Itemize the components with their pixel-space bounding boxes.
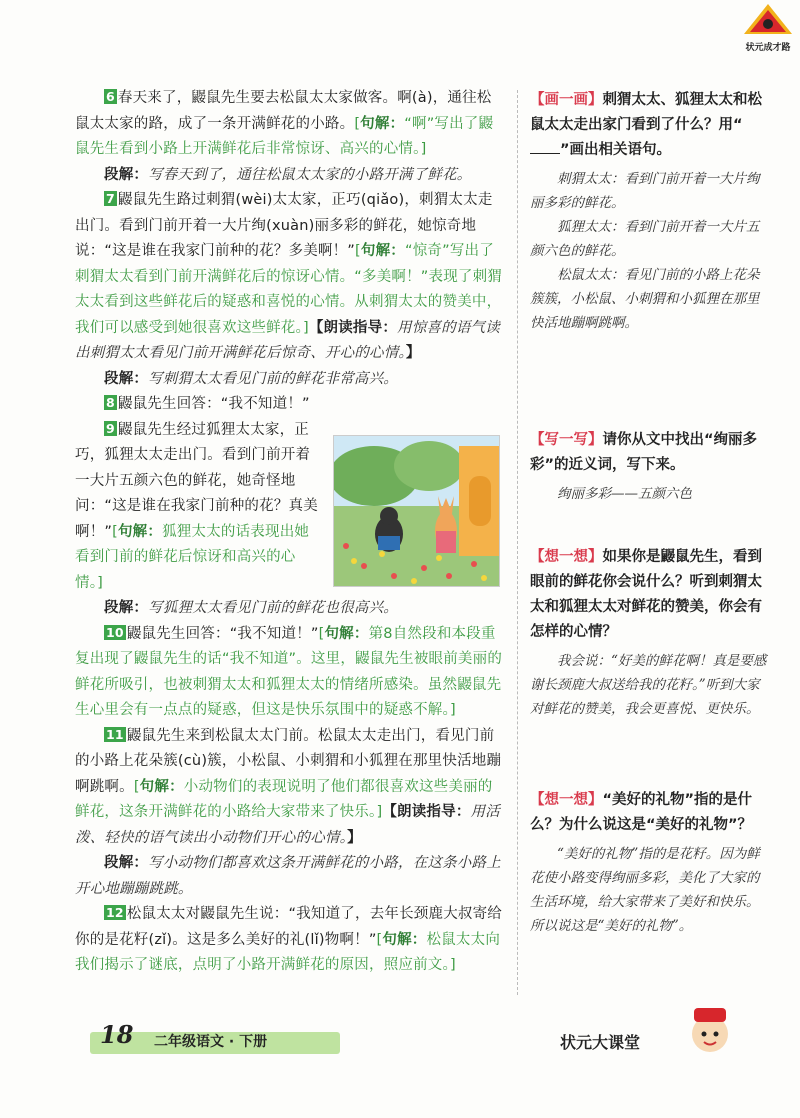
paragraph-10: 10 鼹鼠先生回答：“我不知道！”[句解：第8自然段和本段重复出现了鼹鼠先生的话“我不知道”。这里，鼹鼠先生被眼前美丽的鲜花所吸引，也被刺猬太太和狐狸太太的情绪所感染。虽然鼹鼠先生心里会有一点点的疑惑，但这是快乐氛围中的疑惑不解。] — [75, 624, 503, 718]
sidebar-question-2: 【写一写】请你从文中找出“绚丽多彩”的近义词，写下来。 绚丽多彩——五颜六色 — [530, 428, 770, 506]
column-divider — [517, 90, 518, 995]
answer-2: 绚丽多彩——五颜六色 — [557, 486, 692, 502]
paragraph-12: 12 松鼠太太对鼹鼠先生说：“我知道了，去年长颈鹿大叔寄给你的是花籽(zǐ)。这是多么美好的礼(lǐ)物啊！”[句解：松鼠太太向我们揭示了谜底，点明了小路开满鲜花的原因，照应前文。] — [75, 905, 503, 973]
story-illustration — [333, 435, 500, 587]
sidebar-question-4: 【想一想】“美好的礼物”指的是什么？为什么说这是“美好的礼物”？ “美好的礼物”指的是花籽。因为鲜花使小路变得绚丽多彩，美化了大家的生活环境，给大家带来了美好和快乐。所以说这是“美好的礼物”。 — [530, 788, 770, 938]
logo-text: 状元成才路 — [745, 43, 791, 53]
section-note-2: 段解：写刺猬太太看见门前的鲜花非常高兴。 — [104, 370, 399, 387]
logo — [740, 2, 796, 53]
page-number: 18 — [100, 1020, 134, 1049]
paragraph-6: 6 春天来了，鼹鼠先生要去松鼠太太家做客。啊(à)，通往松鼠太太家的路，成了一条开满鲜花的小路。[句解：“啊”写出了鼹鼠先生看到小路上开满鲜花后非常惊讶、高兴的心情。] — [75, 89, 494, 157]
paragraph-8: 8 鼹鼠先生回答：“我不知道！” — [106, 395, 310, 412]
paragraph-11: 11 鼹鼠先生来到松鼠太太门前。松鼠太太走出门，看见门前的小路上花朵簇(cù)簇，小松鼠、小刺猬和小狐狸在那里快活地蹦啊跳啊。[句解：小动物们的表现说明了他们都很喜欢这些美丽的鲜花，这条开满鲜花的小路给大家带来了快乐。]【朗读指导：用活泼、轻快的语气读出小动物们开心的心情。】 — [75, 726, 502, 846]
mole-fox-garden-image — [334, 436, 499, 586]
paragraph-9: 9 鼹鼠先生经过狐狸太太家，正巧，狐狸太太走出门。看到门前开着一大片五颜六色的鲜花，她奇怪地问：“这是谁在我家门前种的花？真美啊！”[句解：狐狸太太的话表现出她看到门前的鲜花后惊讶和高兴的心情。] — [75, 420, 318, 591]
answer-1: 刺猬太太：看到门前开着一大片绚丽多彩的鲜花。 狐狸太太：看到门前开着一大片五颜六色的鲜花。 松鼠太太：看见门前的小路上花朵簇簇，小松鼠、小刺猬和小狐狸在那里快活地蹦啊跳啊。 — [530, 171, 760, 331]
section-note-1: 段解：写春天到了，通往松鼠太太家的小路开满了鲜花。 — [104, 166, 472, 183]
book-title: 二年级语文 · 下册 — [154, 1034, 268, 1050]
underline-blank — [530, 153, 560, 154]
logo-icon — [740, 2, 796, 36]
section-note-3: 段解：写狐狸太太看见门前的鲜花也很高兴。 — [104, 600, 399, 616]
page-footer — [60, 1020, 760, 1060]
section-note-4: 段解：写小动物们都喜欢这条开满鲜花的小路，在这条小路上开心地蹦蹦跳跳。 — [75, 855, 501, 897]
sidebar-question-3: 【想一想】如果你是鼹鼠先生，看到眼前的鲜花你会说什么？听到刺猬太太和狐狸太太对鲜花的赞美，你会有怎样的心情？ 我会说：“好美的鲜花啊！真是要感谢长颈鹿大叔送给我的花籽。”听到大家对鲜花的赞美，我会更喜悦、更快乐。 — [530, 545, 770, 721]
answer-3: 我会说：“好美的鲜花啊！真是要感谢长颈鹿大叔送给我的花籽。”听到大家对鲜花的赞美，我会更喜悦、更快乐。 — [530, 653, 767, 717]
paragraph-7: 7 鼹鼠先生路过刺猬(wèi)太太家，正巧(qiǎo)，刺猬太太走出门。看到门前开着一大片绚(xuàn)丽多彩的鲜花，她惊奇地说：“这是谁在我家门前种的花？多美啊！”[句解：“惊奇”写出了刺猬太太看到门前开满鲜花后的惊讶心情。“多美啊！”表现了刺猬太太看到这些鲜花后的疑惑和喜悦的心情。从刺猬太太的赞美中，我们可以感受到她很喜欢这些鲜花。]【朗读指导：用惊喜的语气读出刺猬太太看见门前开满鲜花后惊奇、开心的心情。】 — [75, 191, 503, 361]
sidebar-question-1: 【画一画】刺猬太太、狐狸太太和松鼠太太走出家门看到了什么？用“”画出相关语句。 刺猬太太：看到门前开着一大片绚丽多彩的鲜花。 狐狸太太：看到门前开着一大片五颜六色的鲜花。 松鼠太太：看见门前的小路上花朵簇簇，小松鼠、小刺猬和小狐狸在那里快活地蹦啊跳啊。 — [530, 88, 770, 335]
answer-4: “美好的礼物”指的是花籽。因为鲜花使小路变得绚丽多彩，美化了大家的生活环境，给大家带来了美好和快乐。所以说这是“美好的礼物”。 — [530, 846, 760, 934]
mascot-icon — [680, 1000, 740, 1060]
brand-name: 状元大课堂 — [560, 1033, 641, 1052]
